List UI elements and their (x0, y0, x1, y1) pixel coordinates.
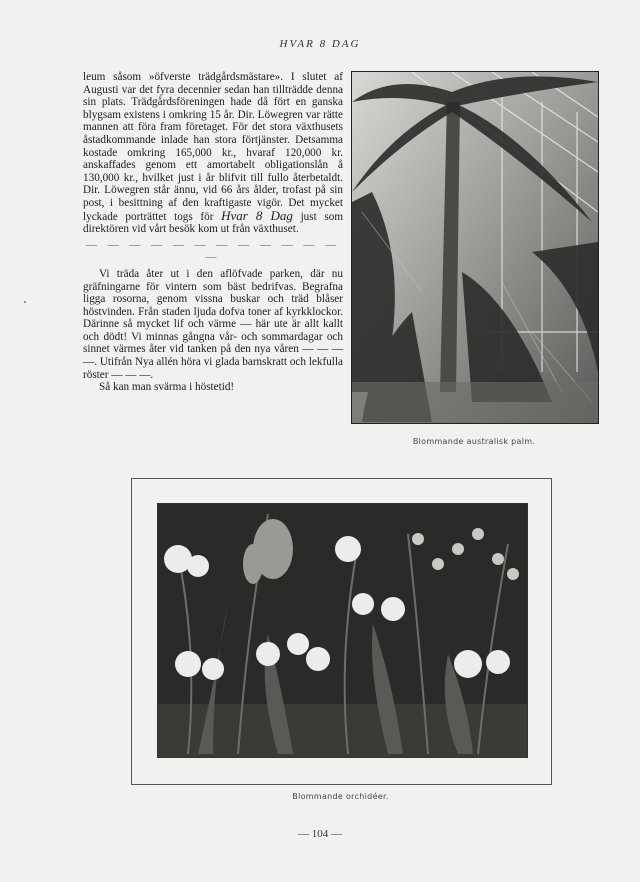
page-number: — 104 — (298, 828, 342, 840)
paragraph-2: Vi träda åter ut i den aflöfvade parken, där nu gräfningarne för vintern som bäst bedrifvas. Begrafna ligga rosorna, genom vissna buskar och träd blåser höstvinden. Från staden ljuda dofva toner af kyrkklockor. Därinne så mycket lif och värme — här ute är allt kallt och dödt! Vi minnas gångna vår- och sommardagar och sinnet värmes åter vid tanken på den nya våren — — — —. Utifrån Nya allén höra vi glada barnskratt och lekfulla röster — — —. (83, 267, 343, 381)
palm-photo (351, 71, 599, 424)
paragraph-3: Så kan man svärma i höstetid! (99, 381, 235, 394)
section-divider: — — — — — — — — — — — — — (85, 238, 341, 264)
paragraph-1-end: just som direktören vid vårt besök kom ut från växthuset. (83, 210, 344, 236)
orchid-photo (157, 503, 528, 758)
orchid-photo-image (158, 504, 527, 757)
article-column (83, 71, 343, 394)
palm-caption: Blommande australisk palm. (412, 437, 536, 446)
running-header: HVAR 8 DAG (279, 38, 361, 50)
magazine-name: Hvar 8 Dag (221, 207, 293, 223)
orchid-caption: Blommande orchidéer. (292, 792, 389, 801)
paragraph-1 (83, 71, 343, 236)
paragraph-1-text: leum såsom »öfverste trädgårdsmästare». I slutet af Augusti var det fyra decennier sedan han tillträdde denna sin plats. Trädgårdsföreningen hade då fört en ganska blygsam existens i omkring 15 år. Dir. Löwegren var rätte mannen att föra fram företaget. För det stora växthusets åstadkommande inlade han stora förtjänster. Detsamma kostade omkring 165,000 kr., hvaraf 120,000 kr. anskaffades genom ett amortabelt obligationslån å 130,000 kr., hvilket just i år blifvit till fullo återbetaldt. Dir. Löwegren står ännu, vid 66 års ålder, trofast på sin post, i besittning af den kraftigaste vigör. Det mycket lyckade porträttet togs för (83, 71, 343, 223)
margin-speck (24, 301, 26, 303)
palm-photo-image (352, 72, 598, 423)
